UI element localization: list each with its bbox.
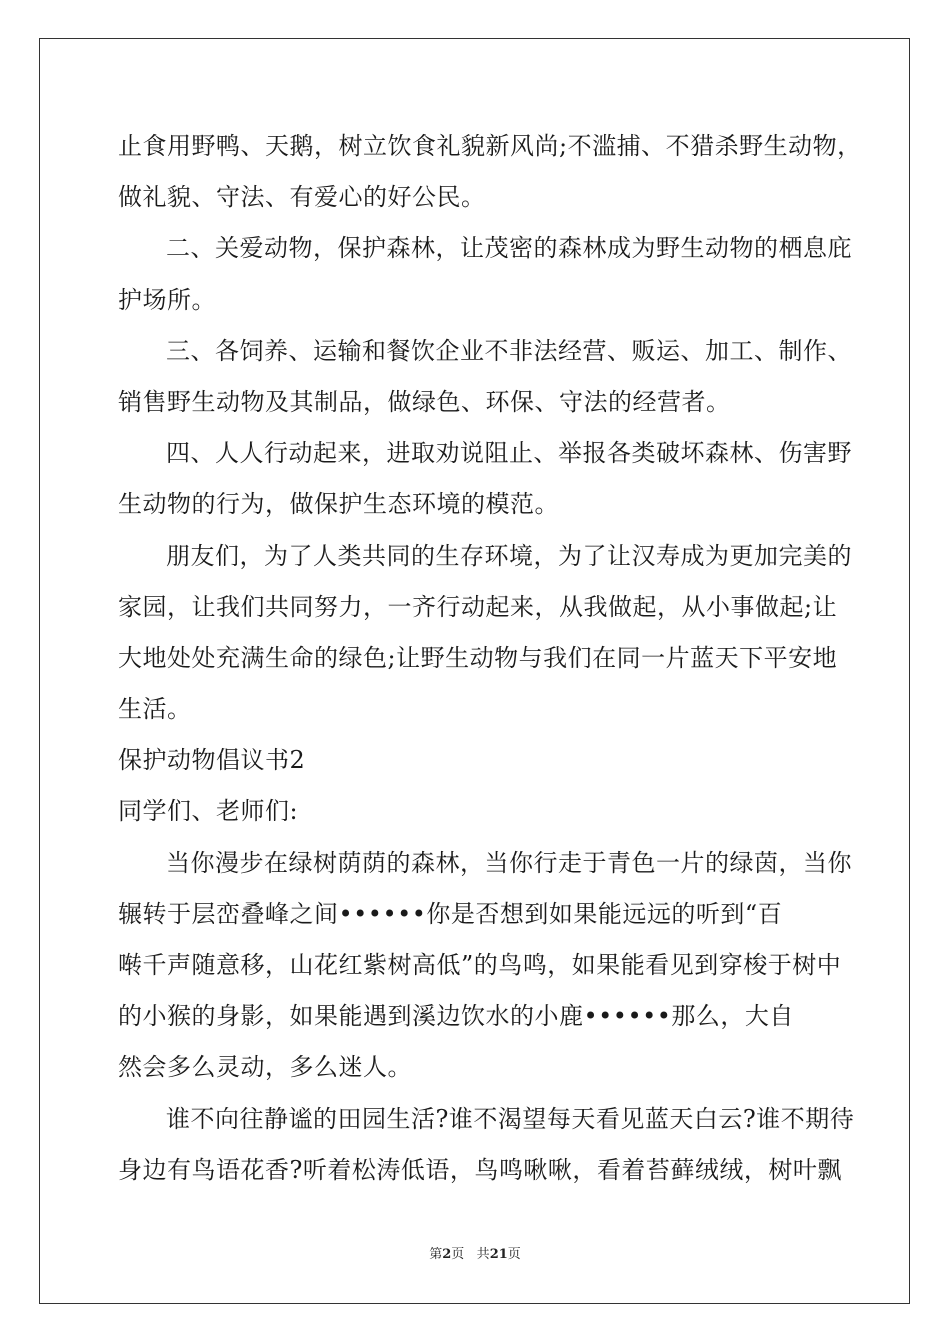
- text-line: 大地处处充满生命的绿色;让野生动物与我们在同一片蓝天下平安地: [118, 643, 838, 672]
- text-line: 朋友们，为了人类共同的生存环境，为了让汉寿成为更加完美的: [166, 541, 852, 570]
- footer-page-number: 2: [442, 1247, 452, 1262]
- text-line: 二、关爱动物，保护森林，让茂密的森林成为野生动物的栖息庇: [166, 234, 852, 263]
- footer-page-suffix: 页: [451, 1247, 465, 1262]
- text-line: 谁不向往静谧的田园生活?谁不渴望每天看见蓝天白云?谁不期待: [166, 1104, 855, 1133]
- text-line: 三、各饲养、运输和餐饮企业不非法经营、贩运、加工、制作、: [166, 336, 852, 365]
- text-line: 身边有鸟语花香?听着松涛低语，鸟鸣啾啾，看着苔藓绒绒，树叶飘: [118, 1155, 842, 1184]
- text-line: 的小猴的身影，如果能遇到溪边饮水的小鹿••••••那么，大自: [118, 1002, 794, 1031]
- document-body: [118, 121, 862, 1196]
- text-line: 当你漫步在绿树荫荫的森林，当你行走于青色一片的绿茵，当你: [166, 848, 852, 877]
- text-line: 啭千声随意移，山花红紫树高低”的鸟鸣，如果能看见到穿梭于树中: [118, 951, 842, 979]
- text-line: 四、人人行动起来，进取劝说阻止、举报各类破坏森林、伤害野: [166, 439, 852, 468]
- footer-total-suffix: 页: [507, 1247, 521, 1262]
- text-line: 辗转于层峦叠峰之间••••••你是否想到如果能远远的听到“百: [118, 899, 783, 928]
- text-line: 做礼貌、守法、有爱心的好公民。: [118, 183, 486, 212]
- text-line: 销售野生动物及其制品，做绿色、环保、守法的经营者。: [118, 387, 731, 416]
- text-line: 生活。: [118, 695, 192, 724]
- footer-total-prefix: 共: [476, 1247, 490, 1262]
- text-line: 然会多么灵动，多么迷人。: [118, 1053, 412, 1082]
- text-line: 止食用野鸭、天鹅，树立饮食礼貌新风尚;不滥捕、不猎杀野生动物，: [118, 132, 862, 160]
- text-line: 生动物的行为，做保护生态环境的模范。: [118, 490, 559, 519]
- footer-total-pages: 21: [489, 1247, 508, 1262]
- text-line: 护场所。: [118, 285, 216, 314]
- page-footer: [0, 1246, 950, 1264]
- text-line: 家园，让我们共同努力，一齐行动起来，从我做起，从小事做起;让: [118, 592, 838, 621]
- text-line: 保护动物倡议书2: [118, 746, 306, 775]
- text-line: 同学们、老师们:: [118, 797, 299, 826]
- footer-page-prefix: 第: [429, 1247, 443, 1262]
